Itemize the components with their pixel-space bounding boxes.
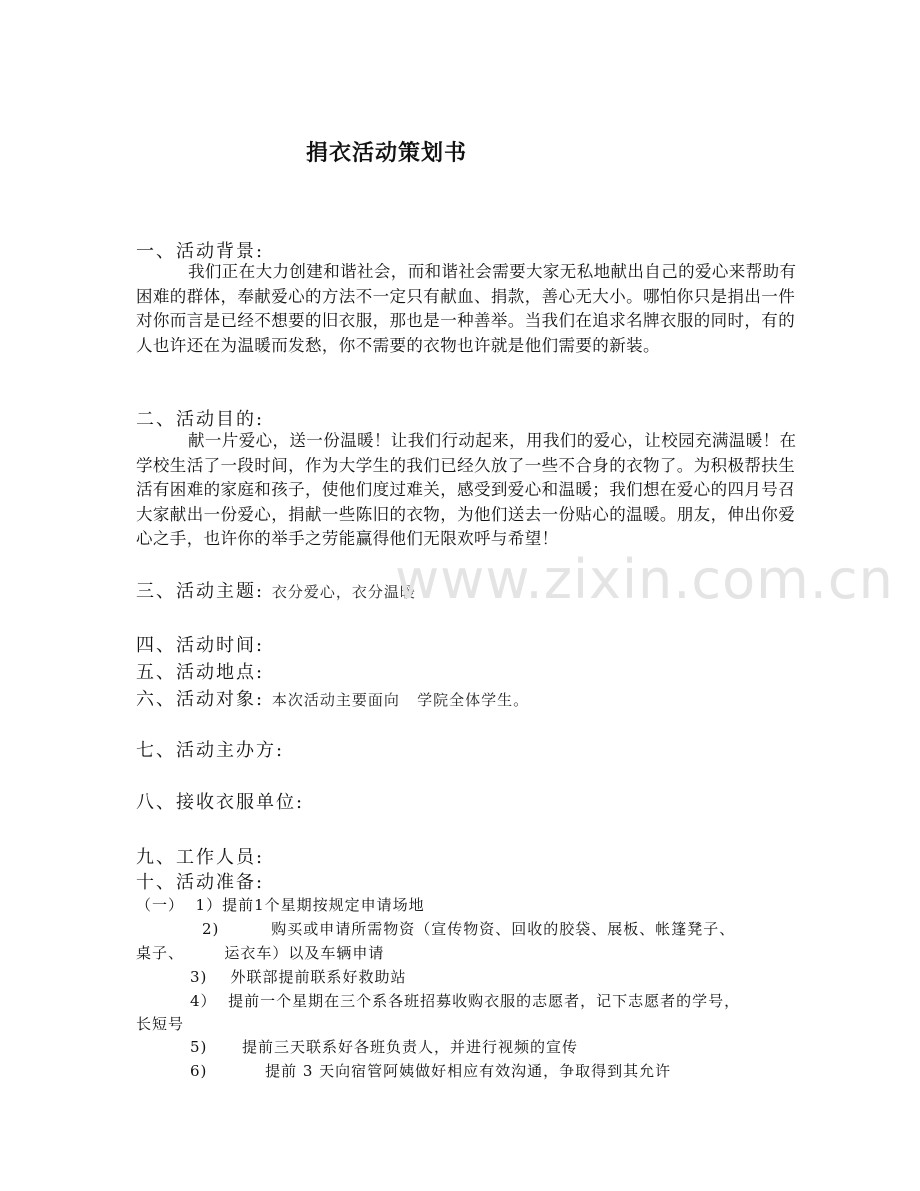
section-body-background: 我们正在大力创建和谐社会，而和谐社会需要大家无私地献出自己的爱心来帮助有困难的群体，奉献爱心的方法不一定只有献血、捐款，善心无大小。哪怕你只是捐出一件对你而言是已经不想要的旧衣服，那也是一种善举。当我们在追求名牌衣服的同时，有的人也许还在为温暖而发愁，你不需要的衣物也许就是他们需要的新装。 [136, 262, 797, 355]
section-heading-receiver: 八、接收衣服单位: [136, 792, 305, 813]
prep-item-6: 6) 提前 3 天向宿管阿姨做好相应有效沟通，争取得到其允许 [190, 1062, 672, 1080]
section-heading-location: 五、活动地点: [136, 662, 265, 683]
section-heading-staff: 九、工作人员: [136, 847, 265, 868]
prep-item-3: 3) 外联部提前联系好救助站 [190, 968, 407, 986]
theme-value: 衣分爱心，衣分温暖 [271, 583, 416, 601]
section-heading-preparation: 十、活动准备: [136, 872, 265, 893]
section-theme [136, 577, 416, 603]
section-heading-organizer: 七、活动主办方: [136, 740, 285, 761]
target-value: 本次活动主要面向 学院全体学生。 [271, 691, 530, 709]
section-heading-background: 一、活动背景: [136, 241, 265, 262]
prep-item-5: 5) 提前三天联系好各班负责人，并进行视频的宣传 [190, 1038, 579, 1056]
watermark: www.zixin.com.cn [395, 548, 894, 611]
prep-item-4-cont: 长短号 [136, 1015, 185, 1033]
section-body-purpose: 献一片爱心，送一份温暖！让我们行动起来，用我们的爱心，让校园充满温暖！在学校生活了一段时间，作为大学生的我们已经久放了一些不合身的衣物了。为积极帮扶生活有困难的家庭和孩子，使他们度过难关，感受到爱心和温暖；我们想在爱心的四月号召大家献出一份爱心，捐献一些陈旧的衣物，为他们送去一份贴心的温暖。朋友，伸出你爱心之手，也许你的举手之劳能赢得他们无限欢呼与希望！ [136, 431, 797, 548]
prep-item-4: 4） 提前一个星期在三个系各班招募收购衣服的志愿者，记下志愿者的学号， [190, 992, 741, 1010]
prep-item-1: （一） 1）提前1个星期按规定申请场地 [136, 896, 425, 914]
prep-item-2: 2) 购买或申请所需物资（宣传物资、回收的胶袋、展板、帐篷凳子、 [202, 920, 736, 938]
prep-item-2-cont: 桌子、 运衣车）以及车辆申请 [136, 944, 385, 962]
section-target [136, 685, 529, 711]
section-heading-purpose: 二、活动目的: [136, 409, 265, 430]
section-heading-theme: 三、活动主题: [136, 581, 265, 602]
section-heading-target: 六、活动对象: [136, 689, 265, 710]
section-heading-time: 四、活动时间: [136, 635, 265, 656]
document-title: 捐衣活动策划书 [306, 140, 468, 166]
